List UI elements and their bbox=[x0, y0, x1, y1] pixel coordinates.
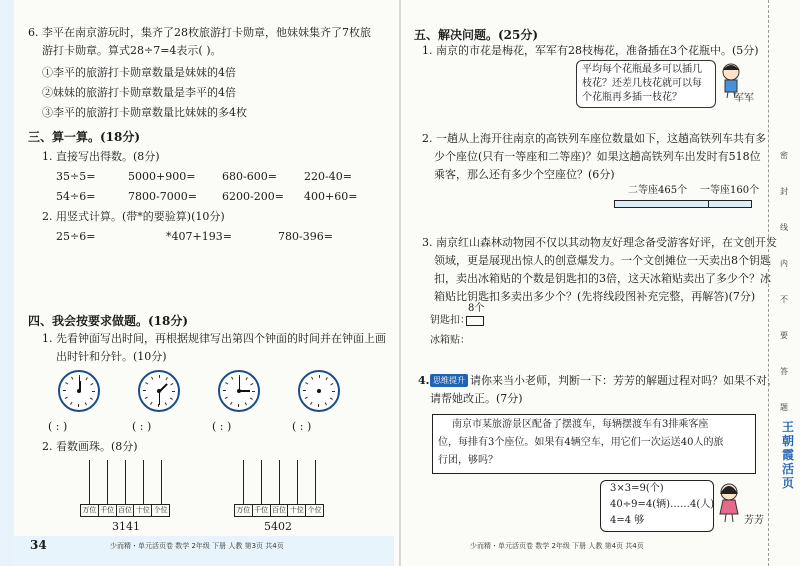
clock-tick bbox=[159, 375, 160, 378]
clock-tick bbox=[145, 397, 148, 399]
speaker-fangfang: 芳芳 bbox=[744, 515, 764, 526]
s5-q3-line1: 3. 南京红山森林动物园不仅以其动物友好理念备受游客好评，在文创开发 bbox=[422, 236, 777, 249]
calc-item: 54÷6= bbox=[56, 190, 96, 203]
binding-line bbox=[768, 0, 769, 566]
clock-tick bbox=[231, 377, 233, 380]
minute-hand bbox=[159, 391, 160, 405]
speaker-junjun: 军军 bbox=[734, 93, 754, 104]
clock-tick bbox=[63, 390, 66, 391]
clock-tick bbox=[246, 377, 248, 380]
calc-item: 220-40= bbox=[304, 170, 352, 183]
abacus-number-1: 3141 bbox=[112, 520, 140, 533]
speech-bubble-junjun: 平均每个花瓶最多可以插几 枝花？还差几枝花就可以每 个花瓶再多插一枝花？ bbox=[576, 60, 716, 108]
center-fold bbox=[399, 0, 401, 566]
clock-center bbox=[157, 389, 161, 393]
abacus-place-labels: 万位 千位 百位 十位 个位 bbox=[234, 504, 324, 517]
section4-title: 四、我会按要求做题。(18分) bbox=[28, 314, 189, 328]
keychain-label: 钥匙扣： bbox=[430, 315, 470, 326]
keychain-count: 8个 bbox=[468, 303, 485, 314]
clock-tick bbox=[238, 404, 239, 407]
clock-tick bbox=[223, 390, 226, 391]
clock-tick bbox=[170, 398, 173, 400]
clock-tick bbox=[225, 397, 228, 399]
clock-tick bbox=[330, 398, 333, 400]
clock-tick bbox=[252, 391, 255, 392]
sidebar-char: 封 bbox=[780, 187, 788, 196]
thinking-badge: 思维提升 bbox=[430, 374, 468, 387]
clock-face bbox=[58, 370, 100, 412]
q4-line2: 请帮她改正。(7分) bbox=[430, 392, 523, 405]
clock-tick bbox=[90, 398, 93, 400]
clock-tick bbox=[71, 377, 73, 380]
clock-tick bbox=[78, 404, 79, 407]
seat-first-class: 一等座160个 bbox=[700, 185, 760, 196]
sidebar-char: 不 bbox=[780, 295, 788, 304]
work-line3: 4=4 够 bbox=[610, 515, 645, 526]
q6-option-3: ③李平的旅游打卡勋章数量比妹妹的多4枚 bbox=[42, 106, 247, 119]
clock-center bbox=[237, 389, 241, 393]
q4-number: 4. bbox=[418, 374, 430, 387]
clock-tick bbox=[310, 402, 312, 405]
s5-q3-line3: 扣，卖出冰箱贴的个数是钥匙扣的3倍，这天冰箱贴卖出了多少个？冰 bbox=[434, 272, 771, 285]
clock-tick bbox=[311, 377, 313, 380]
hour-hand bbox=[240, 390, 250, 392]
calc-item: 35÷5= bbox=[56, 170, 96, 183]
time-blank[interactable]: ( : ) bbox=[292, 420, 312, 433]
clock-face bbox=[138, 370, 180, 412]
left-margin-bar bbox=[0, 0, 14, 566]
sidebar-char: 答 bbox=[780, 367, 788, 376]
s5-q3-line2: 领域，更是展现出惊人的创意爆发力。一个文创摊位一天卖出8个钥匙 bbox=[434, 254, 771, 267]
abacus-1[interactable] bbox=[80, 458, 170, 520]
clock-tick bbox=[245, 402, 247, 405]
clock-tick bbox=[65, 397, 68, 399]
clock-tick bbox=[70, 402, 72, 405]
sidebar-char: 内 bbox=[780, 259, 788, 268]
clock-tick bbox=[326, 377, 328, 380]
s4-q2: 2. 看数画珠。(8分) bbox=[42, 440, 138, 453]
clock-tick bbox=[225, 382, 228, 384]
abacus-number-2: 5402 bbox=[264, 520, 292, 533]
fridge-label: 冰箱贴： bbox=[430, 335, 470, 346]
time-blank[interactable]: ( : ) bbox=[48, 420, 68, 433]
q6-option-2: ②妹妹的旅游打卡勋章数量是李平的4倍 bbox=[42, 86, 236, 99]
clock-tick bbox=[65, 382, 68, 384]
s5-q2-line3: 乘客，那么还有多少个空座位？(6分) bbox=[434, 168, 615, 181]
abacus-place-labels: 万位 千位 百位 十位 个位 bbox=[80, 504, 170, 517]
s3-q1: 1. 直接写出得数。(8分) bbox=[42, 150, 160, 163]
q6-line2: 游打卡勋章。算式28÷7=4表示( )。 bbox=[42, 44, 222, 57]
clock-tick bbox=[250, 383, 253, 385]
section5-title: 五、解决问题。(25分) bbox=[414, 28, 539, 42]
keychain-segment[interactable] bbox=[466, 316, 484, 326]
clock-tick bbox=[318, 404, 319, 407]
clock-tick bbox=[150, 402, 152, 405]
vertical-calc-item: 25÷6= bbox=[56, 230, 96, 243]
clock-tick bbox=[151, 377, 153, 380]
right-footer: 少而精・单元活页卷 数学 2年级 下册 人教 第4页 共4页 bbox=[470, 542, 644, 550]
problem-line2: 位，每排有3个座位。如果有4辆空车，用它们一次运送40人的旅 bbox=[438, 437, 724, 448]
section3-title: 三、算一算。(18分) bbox=[28, 130, 141, 144]
vertical-calc-item: 780-396= bbox=[278, 230, 333, 243]
clock-tick bbox=[165, 402, 167, 405]
q6-line1: 6. 李平在南京游玩时，集齐了28枚旅游打卡勋章，他妹妹集齐了7枚旅 bbox=[28, 26, 371, 39]
sidebar-char: 要 bbox=[780, 331, 788, 340]
problem-line1: 南京市某旅游景区配备了摆渡车，每辆摆渡车有3排乘客座 bbox=[452, 419, 709, 430]
calc-item: 7800-7000= bbox=[128, 190, 197, 203]
s4-q1-line1: 1. 先看钟面写出时间，再根据规律写出第四个钟面的时间并在钟面上画 bbox=[42, 332, 386, 345]
sidebar-char: 题 bbox=[780, 403, 788, 412]
abacus-2[interactable] bbox=[234, 458, 324, 520]
seat-second-class: 二等座465个 bbox=[628, 185, 688, 196]
calc-item: 6200-200= bbox=[222, 190, 284, 203]
s5-q3-line4: 箱贴比钥匙扣多卖出多少个？(先将线段图补充完整，再解答)(7分) bbox=[434, 290, 756, 303]
clock-tick bbox=[92, 391, 95, 392]
clock-tick bbox=[166, 377, 168, 380]
sidebar-char: 线 bbox=[780, 223, 788, 232]
s5-q2-line2: 少个座位(只有一等座和二等座)？如果这趟高铁列车出发时有518位 bbox=[434, 150, 761, 163]
calc-item: 680-600= bbox=[222, 170, 277, 183]
brand-logo: 王朝霞活页 bbox=[781, 420, 794, 490]
girl-avatar bbox=[716, 482, 742, 522]
work-line1: 3×3=9(个) bbox=[610, 483, 664, 494]
clock-tick bbox=[330, 383, 333, 385]
s5-q2-line1: 2. 一趟从上海开往南京的高铁列车座位数量如下，这趟高铁列车共有多 bbox=[422, 132, 766, 145]
clock-tick bbox=[250, 398, 253, 400]
problem-line3: 行团，够吗？ bbox=[438, 455, 498, 466]
clock-center bbox=[317, 389, 321, 393]
clock-tick bbox=[86, 377, 88, 380]
clock-tick bbox=[143, 390, 146, 391]
q6-option-1: ①李平的旅游打卡勋章数量是妹妹的4倍 bbox=[42, 66, 236, 79]
vertical-calc-item: *407+193= bbox=[166, 230, 232, 243]
page-number: 34 bbox=[30, 538, 47, 552]
calc-item: 5000+900= bbox=[128, 170, 196, 183]
q4-line1: 请你来当小老师，判断一下：芳芳的解题过程对吗？如果不对， bbox=[470, 374, 778, 387]
clock-tick bbox=[325, 402, 327, 405]
calc-item: 400+60= bbox=[304, 190, 358, 203]
clock-tick bbox=[172, 391, 175, 392]
time-blank[interactable]: ( : ) bbox=[132, 420, 152, 433]
clock-tick bbox=[145, 382, 148, 384]
clock-tick bbox=[90, 383, 93, 385]
sidebar-char: 密 bbox=[780, 151, 788, 160]
clock-face[interactable] bbox=[298, 370, 340, 412]
clock-tick bbox=[170, 383, 173, 385]
seat-bar-first bbox=[708, 200, 752, 208]
clock-tick bbox=[305, 382, 308, 384]
clock-center bbox=[77, 389, 81, 393]
clock-face bbox=[218, 370, 260, 412]
time-blank[interactable]: ( : ) bbox=[212, 420, 232, 433]
clock-tick bbox=[230, 402, 232, 405]
clock-tick bbox=[85, 402, 87, 405]
work-line2: 40÷9=4(辆)……4(人) bbox=[610, 499, 715, 510]
clock-tick bbox=[305, 397, 308, 399]
clock-tick bbox=[303, 390, 306, 391]
s4-q1-line2: 出时针和分针。(10分) bbox=[56, 350, 167, 363]
left-footer: 少而精・单元活页卷 数学 2年级 下册 人教 第3页 共4页 bbox=[110, 542, 284, 550]
s3-q2: 2. 用竖式计算。(带*的要验算)(10分) bbox=[42, 210, 225, 223]
clock-tick bbox=[332, 391, 335, 392]
s5-q1: 1. 南京的市花是梅花，军军有28枝梅花，准备插在3个花瓶中。(5分) bbox=[422, 44, 759, 57]
seat-bar-second bbox=[614, 200, 710, 208]
clock-tick bbox=[319, 375, 320, 378]
